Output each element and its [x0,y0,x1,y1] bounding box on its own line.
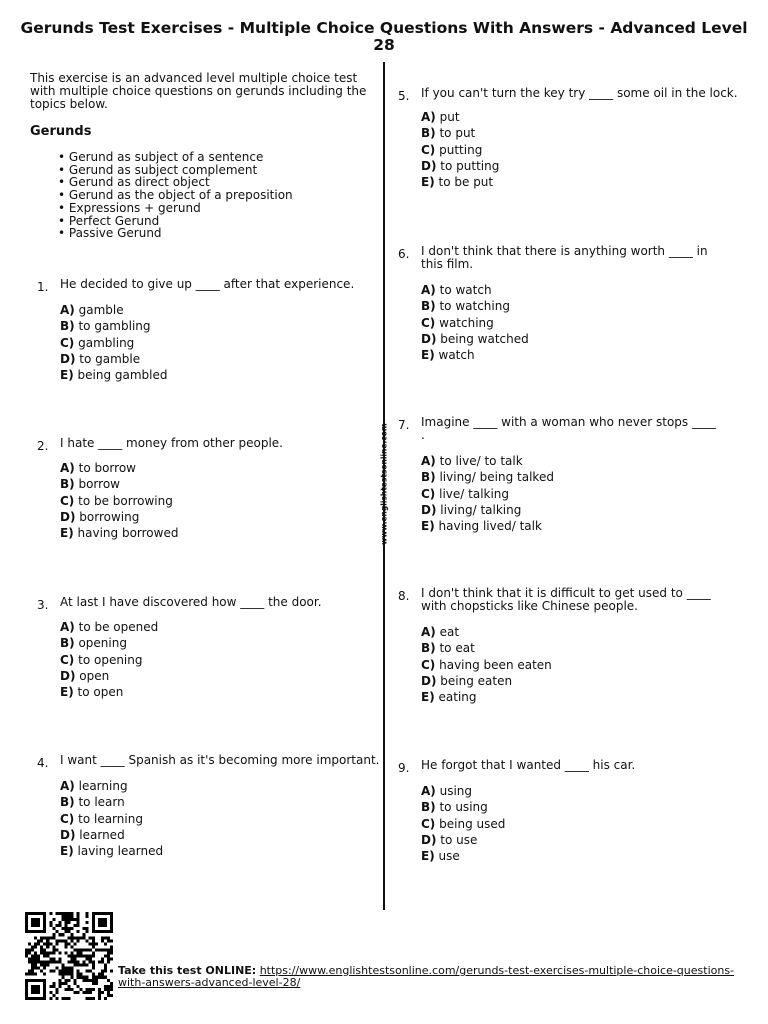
option-d[interactable]: D) to gamble [60,351,141,366]
option-a[interactable]: A) to be opened [60,620,159,634]
question-number: 4. [37,756,49,770]
question-number: 8. [398,589,410,603]
option-d[interactable]: D) open [60,668,110,683]
options-list [421,624,552,705]
question-text: He decided to give up ____ after that experience. [60,277,355,291]
footer-label: Take this test ONLINE: [118,964,257,977]
topic-item: • Gerund as the object of a preposition [58,189,293,202]
question-text: At last I have discovered how ____ the door. [60,595,322,609]
question-text: He forgot that I wanted ____ his car. [421,758,636,772]
option-e[interactable]: E) use [421,849,460,864]
topics-list [58,151,293,240]
question-number: 1. [37,280,49,294]
option-d[interactable]: D) being eaten [421,673,513,688]
question-number: 5. [398,89,410,103]
option-e[interactable]: E) being gambled [60,368,168,383]
option-c[interactable]: C) being used [421,816,506,831]
option-b[interactable]: B) borrow [60,477,120,492]
option-a[interactable]: A) to live/ to talk [421,454,523,468]
question-number: 7. [398,418,410,432]
option-c[interactable]: C) to be borrowing [60,493,173,508]
options-list [421,109,499,190]
question-text: I don't think that there is anything worth ____ in this film. [421,244,708,271]
option-a[interactable]: A) gamble [60,303,124,317]
option-c[interactable]: C) live/ talking [421,486,510,501]
option-b[interactable]: B) opening [60,636,127,651]
option-e[interactable]: E) having borrowed [60,526,179,541]
options-list [60,619,158,700]
question-number: 2. [37,439,49,453]
options-list [421,783,505,864]
option-d[interactable]: D) borrowing [60,509,140,524]
topic-item: • Gerund as subject of a sentence [58,151,293,164]
intro-paragraph: This exercise is an advanced level multiple choice test with multiple choice questions on gerunds including the topics below. [30,71,367,111]
topic-item: • Gerund as subject complement [58,164,293,177]
options-list [60,302,168,383]
options-list [421,453,554,534]
option-c[interactable]: C) to opening [60,652,143,667]
question-number: 6. [398,247,410,261]
option-a[interactable]: A) to borrow [60,461,136,475]
option-b[interactable]: B) to watching [421,299,510,314]
option-d[interactable]: D) to use [421,832,478,847]
topic-item: • Perfect Gerund [58,215,293,228]
question-text: If you can't turn the key try ____ some oil in the lock. [421,86,738,100]
question-text: I hate ____ money from other people. [60,436,283,450]
topic-item: • Expressions + gerund [58,202,293,215]
vertical-site-url: www.englishtestsonline.com [379,423,389,545]
page-title: Gerunds Test Exercises - Multiple Choice Questions With Answers - Advanced Level 28 [20,19,748,54]
options-list [421,282,529,363]
option-d[interactable]: D) learned [60,827,125,842]
option-c[interactable]: C) gambling [60,335,135,350]
option-c[interactable]: C) having been eaten [421,657,552,672]
option-b[interactable]: B) to learn [60,795,125,810]
qr-code-icon[interactable] [25,912,113,1000]
topics-heading: Gerunds [30,124,92,139]
question-text: I want ____ Spanish as it's becoming more important. [60,753,380,767]
option-a[interactable]: A) using [421,784,473,798]
option-d[interactable]: D) being watched [421,331,529,346]
option-a[interactable]: A) to watch [421,283,492,297]
option-e[interactable]: E) to be put [421,175,494,190]
topic-item: • Passive Gerund [58,227,293,240]
option-c[interactable]: C) putting [421,142,483,157]
options-list [60,778,163,859]
question-number: 3. [37,598,49,612]
question-text: I don't think that it is difficult to get used to ____ with chopsticks like Chinese people. [421,586,711,613]
question-number: 9. [398,761,410,775]
option-c[interactable]: C) watching [421,315,494,330]
option-a[interactable]: A) learning [60,779,128,793]
question-text: Imagine ____ with a woman who never stops ____ . [421,415,716,442]
option-d[interactable]: D) to putting [421,158,500,173]
options-list [60,460,178,541]
option-a[interactable]: A) put [421,110,460,124]
option-e[interactable]: E) having lived/ talk [421,519,542,534]
option-b[interactable]: B) to eat [421,641,475,656]
option-a[interactable]: A) eat [421,625,460,639]
option-b[interactable]: B) to put [421,126,476,141]
footer-test-link[interactable]: https://www.englishtestsonline.com/gerunds-test-exercises-multiple-choice-questions-with-answers-advanced-level-28/ [118,964,735,989]
option-b[interactable]: B) to using [421,800,488,815]
option-b[interactable]: B) living/ being talked [421,470,554,485]
option-e[interactable]: E) eating [421,690,477,705]
option-d[interactable]: D) living/ talking [421,502,522,517]
option-e[interactable]: E) to open [60,685,124,700]
option-e[interactable]: E) watch [421,348,475,363]
option-b[interactable]: B) to gambling [60,319,151,334]
option-e[interactable]: E) laving learned [60,844,164,859]
footer [118,965,738,989]
topic-item: • Gerund as direct object [58,176,293,189]
option-c[interactable]: C) to learning [60,811,143,826]
